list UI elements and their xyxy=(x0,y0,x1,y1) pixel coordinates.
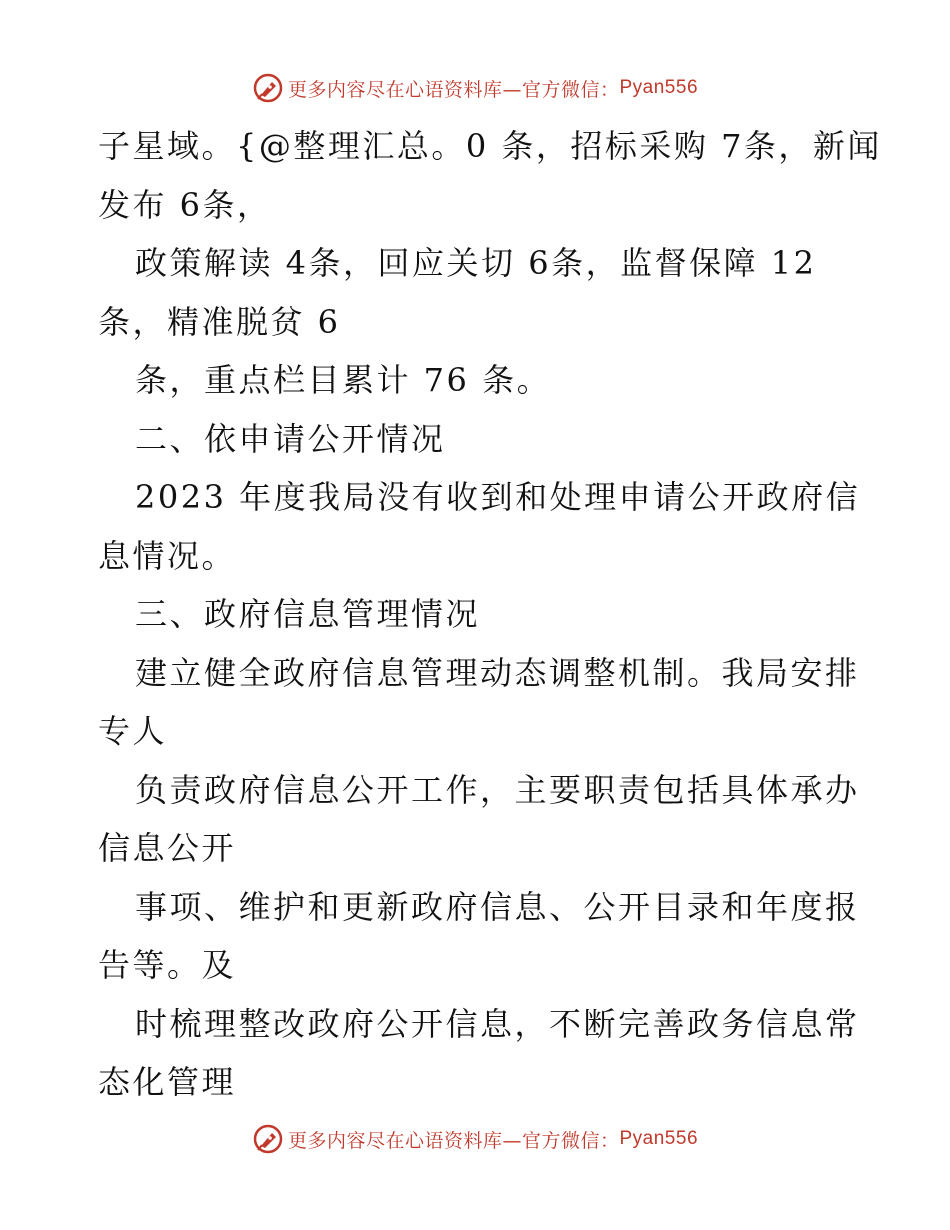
body-line: 建立健全政府信息管理动态调整机制。我局安排 xyxy=(135,653,860,692)
body-line: 事项、维护和更新政府信息、公开目录和年度报 xyxy=(135,887,860,926)
section-heading: 三、政府信息管理情况 xyxy=(135,595,481,633)
body-line: 专人 xyxy=(98,712,168,750)
body-line: 时梳理整改政府公开信息，不断完善政务信息常 xyxy=(135,1004,860,1043)
body-line: 负责政府信息公开工作，主要职责包括具体承办 xyxy=(135,770,860,809)
pen-nib-logo-icon xyxy=(252,72,284,104)
body-line: 息情况。 xyxy=(98,536,237,575)
watermark-wechat-id: Pyan556 xyxy=(619,1128,699,1149)
body-line: 态化管理 xyxy=(98,1063,237,1101)
body-line: 告等。及 xyxy=(98,946,237,984)
body-line: 发布 6条， xyxy=(98,185,272,224)
document-body xyxy=(98,117,882,1112)
pen-nib-logo-icon xyxy=(252,1123,284,1155)
footer-watermark xyxy=(0,1123,950,1155)
watermark-wechat-id: Pyan556 xyxy=(619,77,699,98)
body-line: 信息公开 xyxy=(98,829,237,867)
section-heading: 二、依申请公开情况 xyxy=(135,419,446,458)
body-line: 条，重点栏目累计 76 条。 xyxy=(135,361,552,399)
body-line: 2023 年度我局没有收到和处理申请公开政府信 xyxy=(135,478,861,516)
watermark-text: 更多内容尽在心语资料库—官方微信： xyxy=(287,78,620,101)
body-line: 子星域。{@整理汇总。0 条，招标采购 7条，新闻 xyxy=(98,127,882,165)
body-line: 政策解读 4条，回应关切 6条，监督保障 12 xyxy=(135,244,817,282)
watermark-text: 更多内容尽在心语资料库—官方微信： xyxy=(287,1129,620,1152)
body-line: 条，精准脱贫 6 xyxy=(98,302,341,341)
header-watermark xyxy=(0,72,950,104)
